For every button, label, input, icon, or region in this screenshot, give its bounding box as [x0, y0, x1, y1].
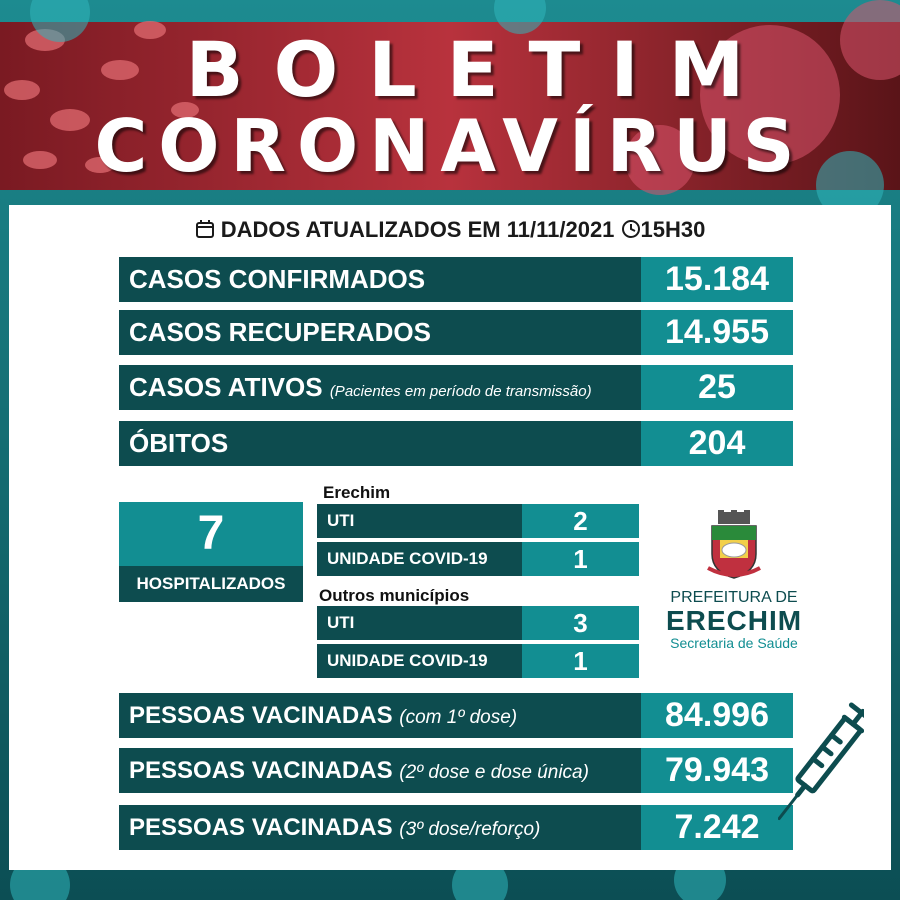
erechim-row-covid-unit	[317, 542, 639, 576]
summary-note: (Pacientes em período de transmissão)	[329, 383, 592, 400]
erechim-row-uti	[317, 504, 639, 538]
sub-label: UNIDADE COVID-19	[327, 549, 488, 568]
clock-icon	[621, 219, 641, 239]
sub-value: 2	[522, 504, 639, 538]
hospitalized-label: HOSPITALIZADOS	[136, 574, 286, 593]
summary-row-recovered	[119, 310, 793, 355]
summary-label: CASOS RECUPERADOS	[129, 317, 431, 347]
sub-value: 3	[522, 606, 639, 640]
outros-row-covid-unit	[317, 644, 639, 678]
summary-row-active	[119, 365, 793, 410]
hospitalized-total: 7	[119, 502, 303, 566]
bulletin-card	[9, 205, 891, 870]
vaccine-value: 79.943	[641, 748, 793, 793]
group-title-erechim: Erechim	[323, 483, 391, 502]
logo-line1: PREFEITURA DE	[670, 589, 798, 606]
vaccine-label: PESSOAS VACINADAS	[129, 757, 393, 784]
syringe-icon	[778, 695, 864, 835]
coat-of-arms-icon	[704, 510, 764, 582]
sub-label: UTI	[327, 511, 355, 530]
logo-line3: Secretaria de Saúde	[670, 635, 798, 651]
sub-label: UNIDADE COVID-19	[327, 651, 488, 670]
updated-time: 15H30	[640, 217, 706, 242]
updated-prefix: DADOS ATUALIZADOS EM	[220, 217, 501, 242]
vaccine-row-dose3	[119, 805, 793, 850]
sub-value: 1	[522, 542, 639, 576]
summary-label: CASOS ATIVOS	[129, 372, 323, 402]
summary-row-deaths	[119, 421, 793, 466]
summary-label: CASOS CONFIRMADOS	[129, 264, 426, 294]
summary-value: 15.184	[641, 257, 793, 302]
group-title-outros: Outros municípios	[319, 586, 470, 605]
updated-date: 11/11/2021	[506, 217, 615, 242]
summary-row-confirmed	[119, 257, 793, 302]
vaccine-note: (3º dose/reforço)	[399, 819, 541, 840]
vaccine-value: 7.242	[641, 805, 793, 850]
vaccine-value: 84.996	[641, 693, 793, 738]
calendar-icon	[195, 219, 215, 239]
sub-label: UTI	[327, 613, 355, 632]
vaccine-note: (com 1º dose)	[399, 707, 518, 728]
summary-value: 25	[641, 365, 793, 410]
sub-value: 1	[522, 644, 639, 678]
vaccine-label: PESSOAS VACINADAS	[129, 814, 393, 841]
header-title-line1: BOLETIM	[185, 25, 775, 114]
vaccine-row-dose1	[119, 693, 793, 738]
vaccine-label: PESSOAS VACINADAS	[129, 702, 393, 729]
summary-value: 204	[641, 421, 793, 466]
logo-line2: ERECHIM	[665, 605, 803, 636]
hospitalized-box	[119, 502, 303, 602]
header-title-line2: CORONAVÍRUS	[94, 104, 806, 188]
updated-line	[9, 217, 891, 243]
summary-value: 14.955	[641, 310, 793, 355]
outros-row-uti	[317, 606, 639, 640]
summary-label: ÓBITOS	[129, 428, 229, 458]
vaccine-note: (2º dose e dose única)	[399, 762, 589, 783]
prefeitura-logo	[659, 510, 809, 651]
vaccine-row-dose2	[119, 748, 793, 793]
